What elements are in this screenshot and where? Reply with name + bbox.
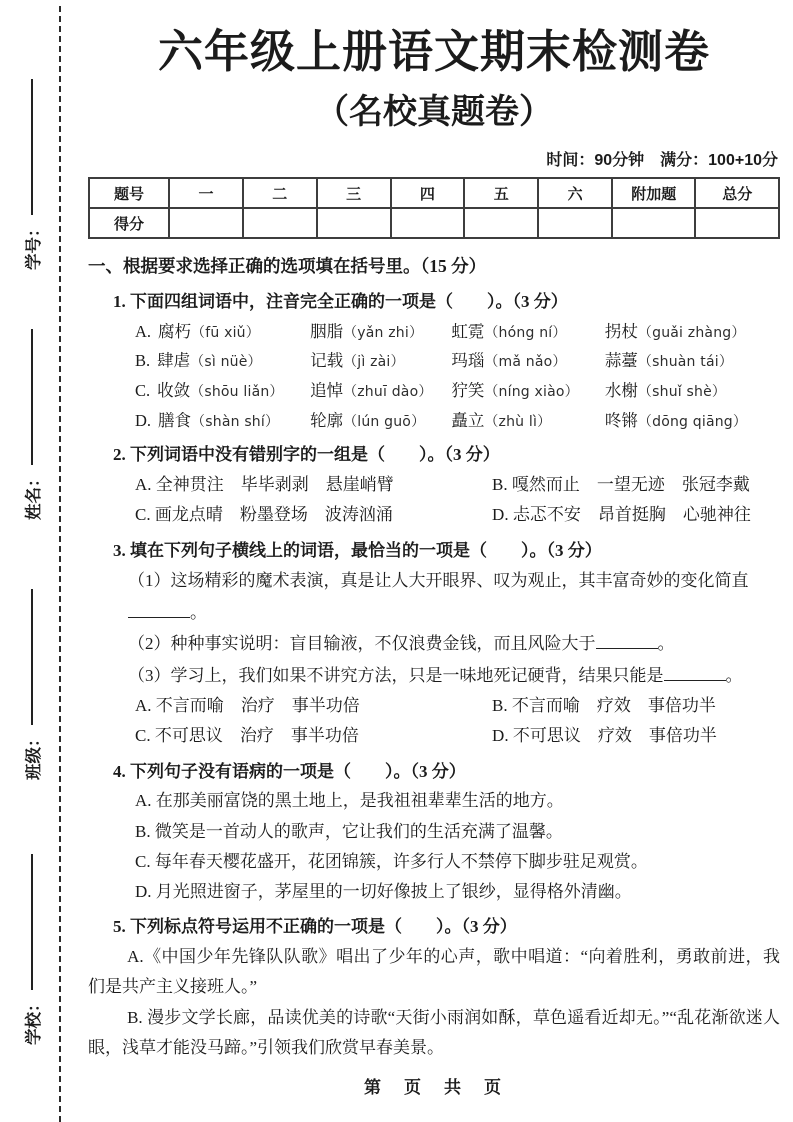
score-empty-cell (612, 208, 695, 238)
pinyin: （shuǐ shè） (637, 383, 727, 400)
name-field (17, 320, 47, 520)
question-3-option-b: B. 不言而喻 疗效 事倍功半 (492, 696, 716, 716)
item-text: （1）这场精彩的魔术表演，真是让人大开眼界、叹为观止，其丰富奇妙的变化简直 (128, 571, 749, 591)
question-2-option-d: D. 忐忑不安 昂首挺胸 心驰神往 (492, 505, 751, 525)
option-label: B. (135, 351, 151, 371)
class-label: 班级： (24, 730, 43, 780)
question-3-option-a: A. 不言而喻 治疗 事半功倍 (135, 696, 360, 716)
score-empty-cell (317, 208, 391, 238)
question-4-option-b: B. 微笑是一首动人的歌声，它让我们的生活充满了温馨。 (135, 821, 563, 841)
question-2-option-b: B. 嘎然而止 一望无迹 张冠李戴 (492, 475, 750, 495)
score-empty-cell (695, 208, 779, 238)
score-empty-cell (538, 208, 612, 238)
word: 玛瑙 (451, 351, 485, 371)
exam-paper (88, 0, 780, 1063)
score-header-cell: 四 (391, 178, 465, 208)
word: 水榭 (604, 380, 638, 400)
score-header-cell: 一 (169, 178, 243, 208)
question-2-option-a: A. 全神贯注 毕毕剥剥 悬崖峭臂 (135, 475, 394, 495)
word: 蒜薹 (604, 351, 638, 371)
class-field (17, 580, 47, 780)
pinyin: （mǎ nǎo） (484, 354, 567, 371)
question-3-option-d: D. 不可思议 疗效 事倍功半 (492, 726, 717, 746)
pinyin: （jì zài） (343, 354, 405, 371)
pinyin: （fū xiǔ） (191, 324, 260, 341)
score-header-cell: 三 (317, 178, 391, 208)
word: 膳食 (158, 410, 192, 430)
score-header-cell: 题号 (89, 178, 169, 208)
student-id-field (17, 70, 47, 270)
question-4-option-a: A. 在那美丽富饶的黑土地上，是我祖祖辈辈生活的地方。 (135, 791, 564, 811)
word: 肆虐 (157, 351, 191, 371)
score-table-header-row (89, 178, 779, 208)
score-empty-cell (391, 208, 465, 238)
word: 矗立 (451, 410, 485, 430)
question-1-option-c (135, 376, 780, 406)
school-blank-line (31, 855, 33, 991)
word: 狞笑 (451, 380, 485, 400)
binding-dashed-line (59, 6, 61, 1122)
question-5-option-b: B. 漫步文学长廊，品读优美的诗歌“天街小雨润如酥，草色遥看近却无。”“乱花渐欲迷人眼，浅草才能没马蹄。”引领我们欣赏早春美景。 (88, 1007, 780, 1057)
question-3-item-1 (128, 565, 780, 628)
fill-blank-line (664, 663, 726, 681)
student-id-blank-line (31, 80, 33, 216)
question-4-option-d: D. 月光照进窗子，茅屋里的一切好像披上了银纱，显得格外清幽。 (135, 882, 632, 902)
question-4-option-c: C. 每年春天樱花盛开，花团锦簇，许多行人不禁停下脚步驻足观赏。 (135, 851, 648, 871)
school-field (17, 845, 47, 1045)
question-3-stem: 3. 填在下列句子横线上的词语，最恰当的一项是（ ）。（3 分） (113, 540, 602, 560)
page-footer: 第 页 共 页 (364, 1078, 504, 1097)
word: 轮廓 (310, 410, 344, 430)
word: 拐杖 (604, 321, 638, 341)
question-3-option-c: C. 不可思议 治疗 事半功倍 (135, 726, 359, 746)
score-empty-cell (464, 208, 538, 238)
pinyin: （sì nüè） (190, 354, 262, 371)
item-text: （3）学习上，我们如果不讲究方法，只是一味地死记硬背，结果只能是 (128, 665, 664, 685)
word: 咚锵 (604, 410, 638, 430)
score-header-cell: 附加题 (612, 178, 695, 208)
school-label: 学校： (24, 995, 43, 1045)
section-1-heading: 一、根据要求选择正确的选项填在括号里。（15 分） (88, 256, 487, 277)
word: 腐朽 (158, 321, 192, 341)
pinyin: （shàn shí） (191, 413, 280, 430)
word: 虹霓 (451, 321, 485, 341)
question-1-option-a (135, 317, 780, 347)
name-label: 姓名： (24, 470, 43, 520)
pinyin: （zhù lì） (484, 413, 552, 430)
word: 收敛 (157, 380, 191, 400)
option-label: A. (135, 321, 152, 341)
pinyin: （hóng ní） (484, 324, 567, 341)
question-3-item-3 (128, 660, 780, 691)
option-label: D. (135, 410, 152, 430)
question-5-stem: 5. 下列标点符号运用不正确的一项是（ ）。（3 分） (113, 917, 517, 937)
score-header-cell: 二 (243, 178, 317, 208)
question-2-stem: 2. 下列词语中没有错别字的一组是（ ）。（3 分） (113, 445, 500, 465)
item-tail: 。 (725, 665, 743, 685)
question-5-option-a: A.《中国少年先锋队队歌》唱出了少年的心声，歌中唱道：“向着胜利，勇敢前进，我们是共产主义接班人。” (88, 947, 780, 997)
score-header-cell: 六 (538, 178, 612, 208)
fill-blank-line (596, 631, 658, 649)
score-empty-cell (169, 208, 243, 238)
pinyin: （yǎn zhi） (343, 324, 424, 341)
score-table (88, 177, 780, 239)
question-1-option-b (135, 346, 780, 376)
score-row-label: 得分 (89, 208, 169, 238)
name-blank-line (31, 330, 33, 466)
pinyin: （shōu liǎn） (190, 383, 284, 400)
pinyin: （níng xiào） (484, 383, 579, 400)
item-tail: 。 (657, 634, 675, 654)
pinyin: （dōng qiāng） (637, 413, 748, 430)
question-1-stem: 1. 下面四组词语中，注音完全正确的一项是（ ）。（3 分） (113, 291, 568, 311)
word: 记载 (310, 351, 344, 371)
score-empty-cell (243, 208, 317, 238)
page-title: 六年级上册语文期末检测卷 (157, 26, 710, 77)
exam-meta: 时间：90分钟 满分：100+10分 (546, 152, 778, 170)
class-blank-line (31, 590, 33, 726)
question-3-options (135, 691, 780, 752)
pinyin: （zhuī dào） (343, 383, 433, 400)
question-2-options (135, 470, 780, 531)
score-header-cell: 总分 (695, 178, 779, 208)
pinyin: （shuàn tái） (637, 354, 734, 371)
item-tail: 。 (190, 602, 207, 622)
question-4-stem: 4. 下列句子没有语病的一项是（ ）。（3 分） (113, 761, 466, 781)
item-text: （2）种种事实说明：盲目输液，不仅浪费金钱，而且风险大于 (128, 634, 596, 654)
word: 胭脂 (310, 321, 344, 341)
question-3-item-2 (128, 628, 780, 659)
word: 追悼 (310, 380, 344, 400)
question-1-option-d (135, 406, 780, 436)
score-header-cell: 五 (464, 178, 538, 208)
score-table-score-row (89, 208, 779, 238)
pinyin: （lún guō） (343, 413, 426, 430)
page-subtitle: （名校真题卷） (315, 93, 553, 132)
student-id-label: 学号： (24, 220, 43, 270)
pinyin: （guǎi zhàng） (637, 324, 746, 341)
question-2-option-c: C. 画龙点晴 粉墨登场 波涛汹涌 (135, 505, 393, 525)
option-label: C. (135, 380, 151, 400)
fill-blank-line (128, 600, 190, 618)
